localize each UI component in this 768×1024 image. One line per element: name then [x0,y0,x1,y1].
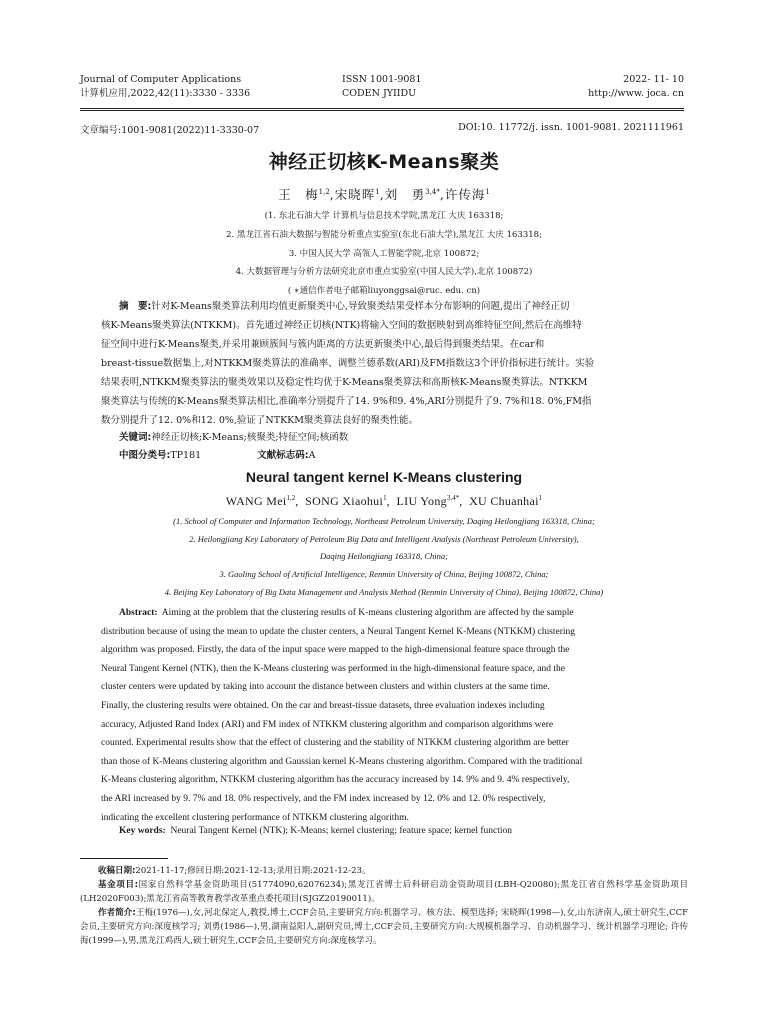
abstract-line: Finally, the clustering results were obtained. On the car and breast-tissue datasets, three evaluation indexes including [101,700,545,711]
abstract-line: Aiming at the problem that the clustering results of K-means clustering algorithm are affected by the sample [161,608,574,618]
header-rule [80,108,684,109]
author-affil-mark: 1,2 [286,494,296,502]
abstract-line: 数分别提升了12. 0%和12. 0%,验证了NTKKM聚类算法良好的聚类性能。 [101,415,418,426]
keywords-label-cn: 关键词: [119,432,152,443]
coden: CODEN JYIIDU [342,88,417,99]
header-rule-thin [80,110,684,111]
affiliation-en-text: 2. Heilongjiang Key Laboratory of Petroleum Big Data and Intelligent Analysis (Northeast Petroleum University), [189,534,579,544]
affiliation-en [0,516,768,526]
keywords-text-en: Neural Tangent Kernel (NTK); K-Means; kernel clustering; feature space; kernel function [170,826,513,836]
abstract-line: algorithm was proposed. Firstly, the data of the input space were mapped to the high-dimensional feature space through the [101,645,570,656]
abstract-line: indicating the excellent clustering performance of NTKKM clustering algorithm. [101,812,409,823]
footnote-received [80,864,688,878]
author-name-en: XU Chuanhai [469,494,539,508]
keywords-en [119,826,512,836]
journal-header [80,73,684,103]
corresponding-email: ( ∗通信作者电子邮箱liuyonggsai@ruc. edu. cn) [287,286,481,296]
affiliation-en [0,534,768,544]
keywords-text-cn: 神经正切核;K-Means;核聚类;特征空间;核函数 [151,432,349,443]
author-affil-mark: 3,4* [425,187,440,196]
doc-code-label: 文献标志码: [257,450,309,461]
abstract-line: Neural Tangent Kernel (NTK), then the K-Means clustering was performed in the high-dimensional feature space, and the [101,663,565,674]
author-affil-mark: 1 [375,187,380,196]
author-name-en: WANG Mei [225,494,287,508]
clc-code: TP181 [170,450,202,461]
author-affil-mark: 3,4* [446,494,460,502]
abstract-line: breast-tissue数据集上,对NTKKM聚类算法的准确率、调整兰德系数(ARI)及FM指数这3个评价指标进行统计。实验 [101,358,595,369]
abstract-line: 核K-Means聚类算法(NTKKM)。首先通过神经正切核(NTK)将输入空间的数据映射到高维特征空间,然后在高维特 [101,320,582,331]
abstract-line: cluster centers were updated by taking into account the distance between clusters and within clusters at the same time. [101,682,550,693]
affiliation-cn: 4. 大数据管理与分析方法研究北京市重点实验室(中国人民大学),北京 100872) [235,267,533,277]
footnote-label: 基金项目: [98,880,138,890]
author-name: 许传海 [444,187,486,202]
clc-label: 中图分类号: [119,450,171,461]
abstract-line: accuracy, Adjusted Rand Index (ARI) and FM index of NTKKM clustering algorithm and comparison algorithms were [101,719,554,730]
author-affil-mark: 1 [538,494,543,502]
abstract-line: distribution because of using the mean to update the cluster centers, a Neural Tangent Kernel K-Means (NTKKM) clustering [101,626,576,637]
author-affil-mark: 1 [383,494,387,502]
affiliation-en [0,587,768,597]
keywords-label-en: Key words: [119,826,166,836]
authors-cn: 王 梅$^{1,2}$,宋晓晖$^1$,刘 勇$^{3,4*}$,许传海$^1$ [278,187,490,202]
journal-citation-cn: 计算机应用,2022,42(11):3330 - 3336 [80,88,251,99]
affiliation-en-text: (1. School of Computer and Information Technology, Northeast Petroleum University, Daqing Heilongjiang 163318, China; [173,516,595,526]
affiliation-en-text: 4. Beijing Key Laboratory of Big Data Management and Analysis Method (Renmin University of China), Beijing 100872, China) [164,587,604,597]
publish-date: 2022- 11- 10 [623,74,684,85]
journal-name-en: Journal of Computer Applications [80,74,242,85]
classification-row [119,447,315,461]
issn: ISSN 1001-9081 [342,74,422,85]
author-affil-mark: 1 [485,187,490,196]
doc-code: A [308,450,316,461]
keywords-cn [119,429,348,443]
authors-en: WANG Mei$^{1,2}$, SONG Xiaohui$^1$, LIU Yong$^{3,4*}$, XU Chuanhai$^1$ [225,494,543,508]
doi: DOI:10. 11772/j. issn. 1001-9081. 2021111961 [458,122,684,133]
footnote-rule [80,858,168,859]
author-affil-mark: 1,2 [318,187,330,196]
abstract-label-en: Abstract: [119,608,158,618]
footnote-label: 收稿日期: [98,866,136,876]
abstract-line: the ARI increased by 9. 7% and 18. 0% respectively, and the FM index increased by 12. 0% and 12. 0% respectively, [101,793,546,804]
article-meta [80,122,684,136]
abstract-cn [101,297,671,430]
footnote-text: 王梅(1976—),女,河北保定人,教授,博士,CCF会员,主要研究方向:机器学习、核方法、模型选择; 宋晓晖(1998—),女,山东济南人,硕士研究生,CCF会员,主要研究方向:深度核学习; 刘勇(1986—),男,湖南益阳人,副研究员,博士,CCF会员,主要研究方向:大规模机器学习、自动机器学习、统计机器学习理论; 许传海(1999—),男,黑龙江鸡西人,硕士研究生,CCF会员,主要研究方向:深度核学习。 [80,908,689,946]
footnote-text: 2021-11-17;修回日期:2021-12-13;录用日期:2021-12-23。 [135,866,371,876]
affiliation-en-text: 3. Gaoling School of Artificial Intelligence, Renmin University of China, Beijing 100872, China; [219,569,549,579]
affiliation-en-text: Daqing Heilongjiang 163318, China; [320,551,448,561]
author-name-en: LIU Yong [396,494,447,508]
abstract-en [101,604,667,827]
affiliation-cn: (1. 东北石油大学 计算机与信息技术学院,黑龙江 大庆 163318; [264,211,504,221]
abstract-line: K-Means clustering algorithm, NTKKM clustering algorithm has the accuracy increased by 14. 9% and 9. 4% respectively, [101,775,570,786]
author-name: 宋晓晖 [334,187,376,202]
journal-url: http://www. joca. cn [588,88,684,99]
author-name: 王 梅 [278,187,319,202]
abstract-line: 征空间中进行K-Means聚类,并采用兼顾簇间与簇内距离的方法更新聚类中心,最后得到聚类结果。在car和 [101,339,545,350]
abstract-line: 聚类算法与传统的K-Means聚类算法相比,准确率分别提升了14. 9%和9. 4%,ARI分别提升了9. 7%和18. 0%,FM指 [101,396,592,407]
abstract-label-cn: 摘 要: [119,301,152,312]
abstract-line: 针对K-Means聚类算法利用均值更新聚类中心,导致聚类结果受样本分布影响的问题,提出了神经正切 [151,301,570,312]
affiliation-en [0,551,768,561]
author-name-en: SONG Xiaohui [305,494,384,508]
footnote-funding [80,878,688,906]
author-name: 刘 勇 [384,187,426,202]
footnote-author-bio [80,906,688,948]
affiliation-cn: 3. 中国人民大学 高瓴人工智能学院,北京 100872; [288,249,480,259]
abstract-line: 结果表明,NTKKM聚类算法的聚类效果以及稳定性均优于K-Means聚类算法和高斯核K-Means聚类算法。NTKKM [101,377,588,388]
abstract-line: counted. Experimental results show that the effect of clustering and the stability of NTKKM clustering algorithm are better [101,738,569,749]
affiliation-cn: 2. 黑龙江省石油大数据与智能分析重点实验室(东北石油大学),黑龙江 大庆 163318; [226,230,542,240]
footnote-text: 国家自然科学基金资助项目(51774090,62076234);黑龙江省博士后科研启动金资助项目(LBH-Q20080);黑龙江省自然科学基金资助项目(LH2020F003);黑龙江省高等教育教学改革重点委托项目(SJGZ20190011)。 [80,880,688,904]
affiliation-en [0,569,768,579]
footnote-label: 作者简介: [98,908,136,918]
article-number: 文章编号:1001-9081(2022)11-3330-07 [80,125,260,136]
title-en: Neural tangent kernel K-Means clustering [245,469,523,485]
title-cn: 神经正切核K-Means聚类 [268,151,500,173]
abstract-line: than those of K-Means clustering algorithm and Gaussian kernel K-Means clustering algorithm. Compared with the traditional [101,756,583,767]
